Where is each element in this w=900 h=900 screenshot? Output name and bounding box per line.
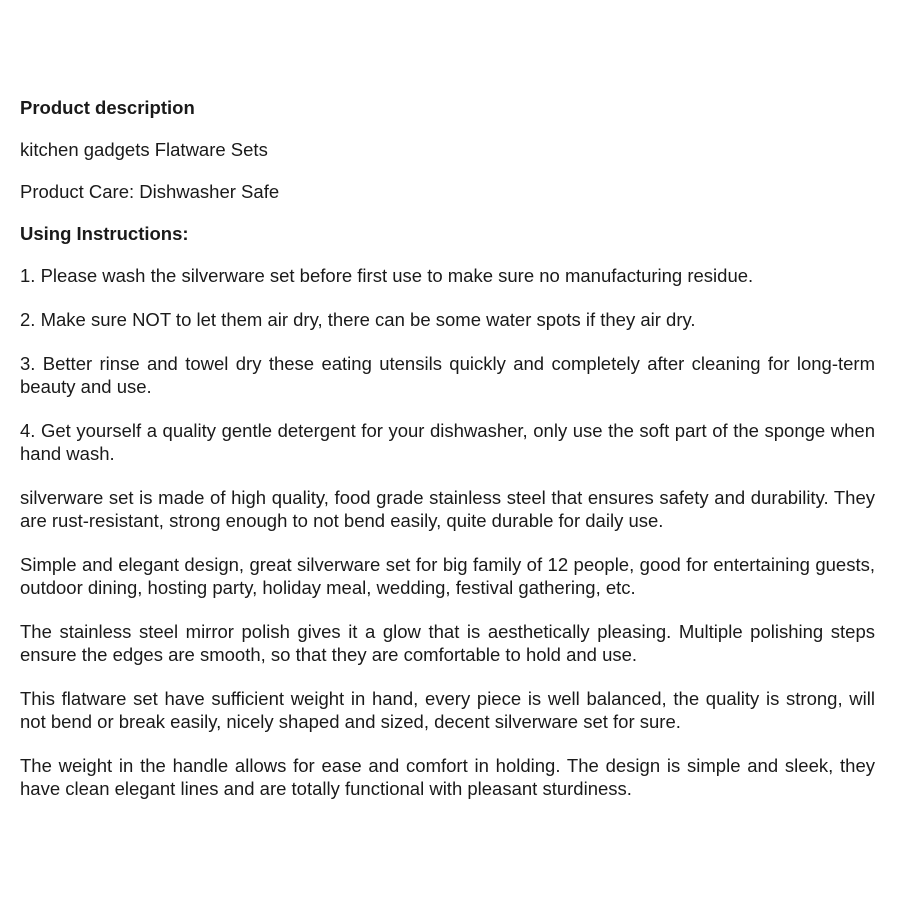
feature-paragraph: The stainless steel mirror polish gives it a glow that is aesthetically pleasing. Multiple polishing steps ensure the edges are smooth, so that they are comfortable to hold and use. <box>20 621 875 665</box>
using-instructions-heading: Using Instructions: <box>20 223 189 244</box>
instruction-step: 3. Better rinse and towel dry these eating utensils quickly and completely after cleaning for long-term beauty and use. <box>20 353 875 397</box>
feature-paragraph: The weight in the handle allows for ease and comfort in holding. The design is simple and sleek, they have clean elegant lines and are totally functional with pleasant sturdiness. <box>20 755 875 799</box>
feature-paragraph: silverware set is made of high quality, food grade stainless steel that ensures safety and durability. They are rust-resistant, strong enough to not bend easily, quite durable for daily use. <box>20 487 875 531</box>
instruction-step: 2. Make sure NOT to let them air dry, there can be some water spots if they air dry. <box>20 309 696 330</box>
feature-paragraph: Simple and elegant design, great silverware set for big family of 12 people, good for entertaining guests, outdoor dining, hosting party, holiday meal, wedding, festival gathering, etc. <box>20 554 875 598</box>
instruction-step: 4. Get yourself a quality gentle detergent for your dishwasher, only use the soft part of the sponge when hand wash. <box>20 420 875 464</box>
product-document <box>20 96 875 821</box>
product-care: Product Care: Dishwasher Safe <box>20 181 280 202</box>
product-description-heading: Product description <box>20 97 195 118</box>
feature-paragraph: This flatware set have sufficient weight in hand, every piece is well balanced, the quality is strong, will not bend or break easily, nicely shaped and sized, decent silverware set for sure. <box>20 688 875 732</box>
product-subtitle: kitchen gadgets Flatware Sets <box>20 139 268 160</box>
instruction-step: 1. Please wash the silverware set before first use to make sure no manufacturing residue. <box>20 265 754 286</box>
